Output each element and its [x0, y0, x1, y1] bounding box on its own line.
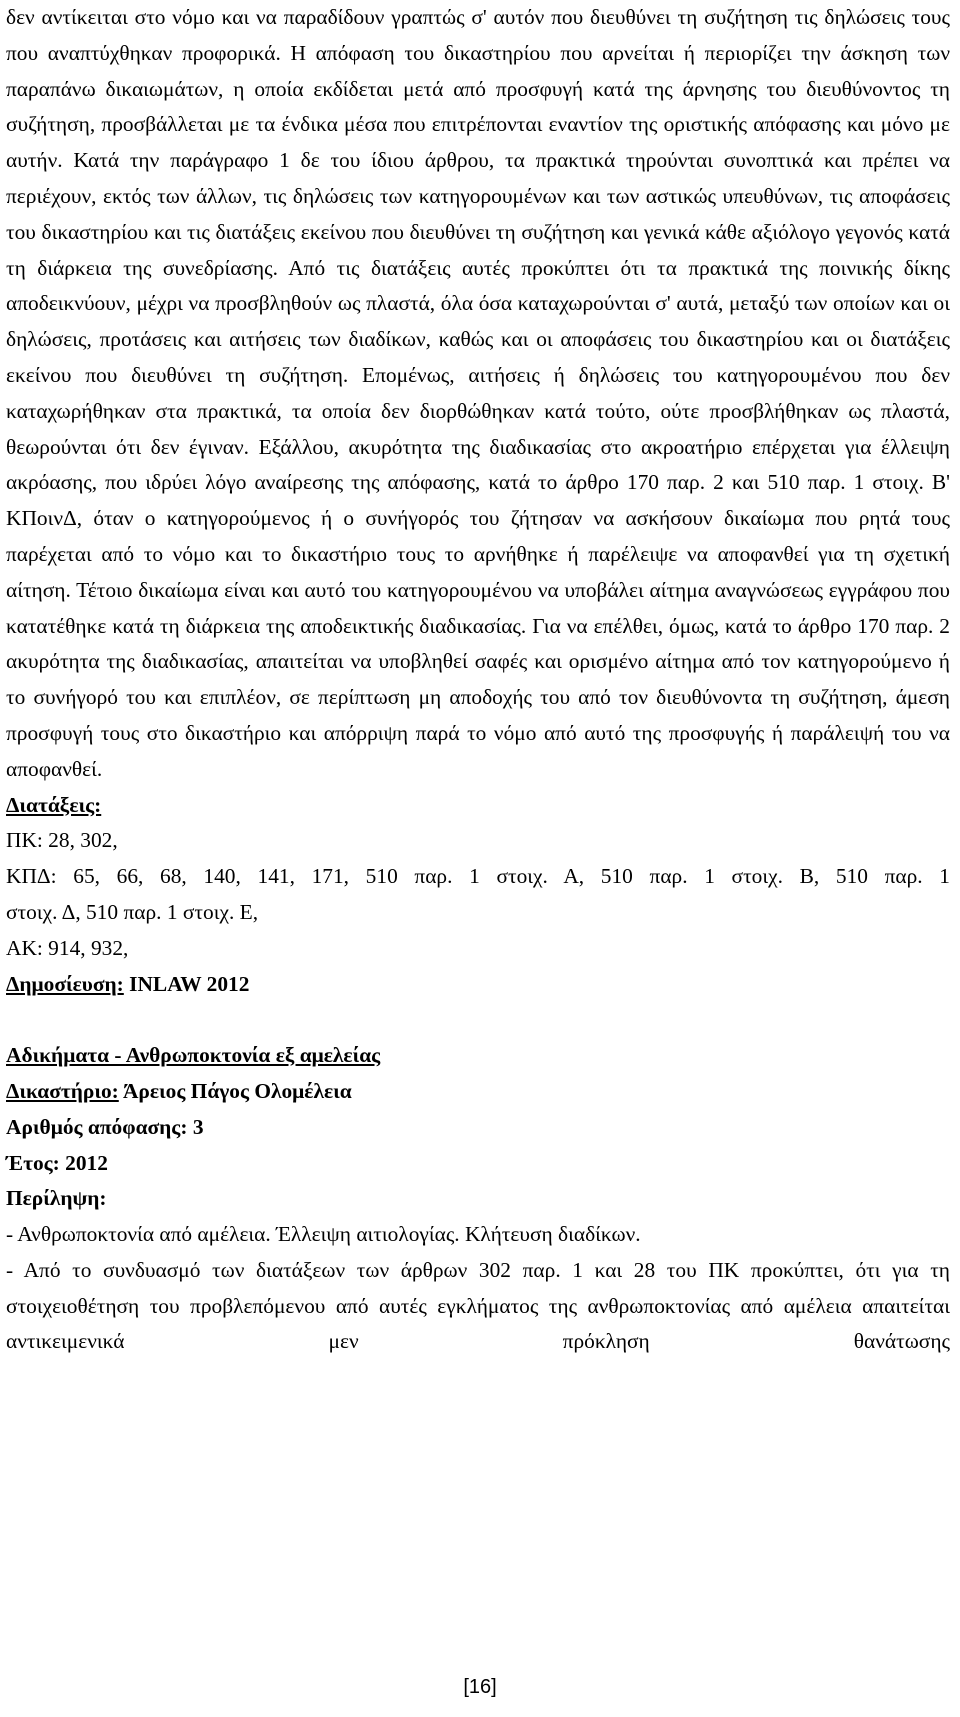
year-line: [6, 1146, 950, 1182]
provisions-pk: ΠΚ: 28, 302,: [6, 828, 118, 853]
provisions-kpd-1: ΚΠΔ: 65, 66, 68, 140, 141, 171, 510 παρ. 1 στοιχ. Α, 510 παρ. 1 στοιχ. Β, 510 παρ. 1: [6, 864, 950, 889]
court-label: Δικαστήριο:: [6, 1078, 119, 1103]
court-value: Άρειος Πάγος Ολομέλεια: [122, 1078, 352, 1103]
document-page: [6, 0, 950, 1360]
year-label: Έτος:: [6, 1150, 60, 1175]
provisions-heading: Διατάξεις:: [6, 792, 102, 817]
offences-heading: Αδικήματα - Ανθρωποκτονία εξ αμελείας: [6, 1043, 381, 1068]
court-line: [6, 1074, 950, 1110]
summary-item-1: - Ανθρωποκτονία από αμέλεια. Έλλειψη αιτιολογίας. Κλήτευση διαδίκων.: [6, 1222, 641, 1247]
body-paragraph: δεν αντίκειται στο νόμο και να παραδίδουν γραπτώς σ' αυτόν που διευθύνει τη συζήτηση τις δηλώσεις τους που αναπτύχθηκαν προφορικά. Η απόφαση του δικαστηρίου που αρνείται ή περιορίζει την άσκηση των παραπάνω δικαιωμάτων, η οποία εκδίδεται μετά από προσφυγή κατά της άρνησης του διευθύνοντος τη συζήτηση, προσβάλλεται με τα ένδικα μέσα που επιτρέπονται εναντίον της οριστικής απόφασης και μόνο με αυτήν. Κατά την παράγραφο 1 δε του ίδιου άρθρου, τα πρακτικά τηρούνται συνοπτικά και πρέπει να περιέχουν, εκτός των άλλων, τις δηλώσεις των κατηγορουμένων και των αστικώς υπευθύνων, τις αποφάσεις του δικαστηρίου και τις διατάξεις εκείνου που διευθύνει τη συζήτηση και γενικά κάθε αξιόλογο γεγονός κατά τη διάρκεια της συνεδρίασης. Από τις διατάξεις αυτές προκύπτει ότι τα πρακτικά της ποινικής δίκης αποδεικνύουν, μέχρι να προσβληθούν ως πλαστά, όλα όσα καταχωρούνται σ' αυτά, μεταξύ των οποίων και οι δηλώσεις, προτάσεις και αιτήσεις των διαδίκων, καθώς και οι αποφάσεις του δικαστηρίου και οι διατάξεις εκείνου που διευθύνει τη συζήτηση. Επομένως, αιτήσεις ή δηλώσεις του κατηγορουμένου που δεν καταχωρήθηκαν στα πρακτικά, τα οποία δεν διορθώθηκαν κατά τούτο, ούτε προσβλήθηκαν ως πλαστά, θεωρούνται ότι δεν έγιναν. Εξάλλου, ακυρότητα της διαδικασίας στο ακροατήριο επέρχεται για έλλειψη ακρόασης, που ιδρύει λόγο αναίρεσης της απόφασης, κατά το άρθρο 170 παρ. 2 και 510 παρ. 1 στοιχ. Β' ΚΠοινΔ, όταν ο κατηγορούμενος ή ο συνήγορός του ζήτησαν να ασκήσουν δικαίωμα που ρητά τους παρέχεται από το νόμο και το δικαστήριο τους το αρνήθηκε ή παρέλειψε να αποφανθεί για τη σχετική αίτηση. Τέτοιο δικαίωμα είναι και αυτό του κατηγορουμένου να υποβάλει αίτημα αναγνώσεως εγγράφου που κατατέθηκε κατά τη διάρκεια της αποδεικτικής διαδικασίας. Για να επέλθει, όμως, κατά το άρθρο 170 παρ. 2 ακυρότητα της διαδικασίας, απαιτείται να υποβληθεί σαφές και ορισμένο αίτημα από τον κατηγορούμενο ή το συνήγορό του και επιπλέον, σε περίπτωση μη αποδοχής του από τον διευθύνοντα τη συζήτηση, άμεση προσφυγή τους στο δικαστήριο και απόρριψη παρά το νόμο από αυτό της προσφυγής ή παράλειψή του να αποφανθεί.: [6, 5, 950, 781]
case-info: [6, 1038, 950, 1217]
summary-section: [6, 1217, 950, 1360]
publication-value: INLAW 2012: [129, 971, 250, 996]
publication-label: Δημοσίευση:: [6, 971, 124, 996]
section-gap: [6, 1002, 950, 1038]
decision-value: 3: [192, 1114, 204, 1139]
provisions-section: [6, 788, 950, 967]
provisions-kpd-2: στοιχ. Δ, 510 παρ. 1 στοιχ. Ε,: [6, 899, 259, 924]
decision-label: Αριθμός απόφασης:: [6, 1114, 188, 1139]
year-value: 2012: [65, 1150, 108, 1175]
provisions-ak: ΑΚ: 914, 932,: [6, 935, 129, 960]
summary-item-2: - Από το συνδυασμό των διατάξεων των άρθρων 302 παρ. 1 και 28 του ΠΚ προκύπτει, ότι για τη στοιχειοθέτηση του προβλεπόμενου από αυτές εγκλήματος της ανθρωποκτονίας από αμέλεια απαιτείται αντικειμενικά μεν πρόκληση θανάτωσης: [6, 1257, 950, 1354]
page-number: [16]: [463, 1676, 497, 1698]
decision-line: [6, 1110, 950, 1146]
summary-heading: Περίληψη:: [6, 1186, 107, 1211]
publication-line: [6, 967, 950, 1003]
